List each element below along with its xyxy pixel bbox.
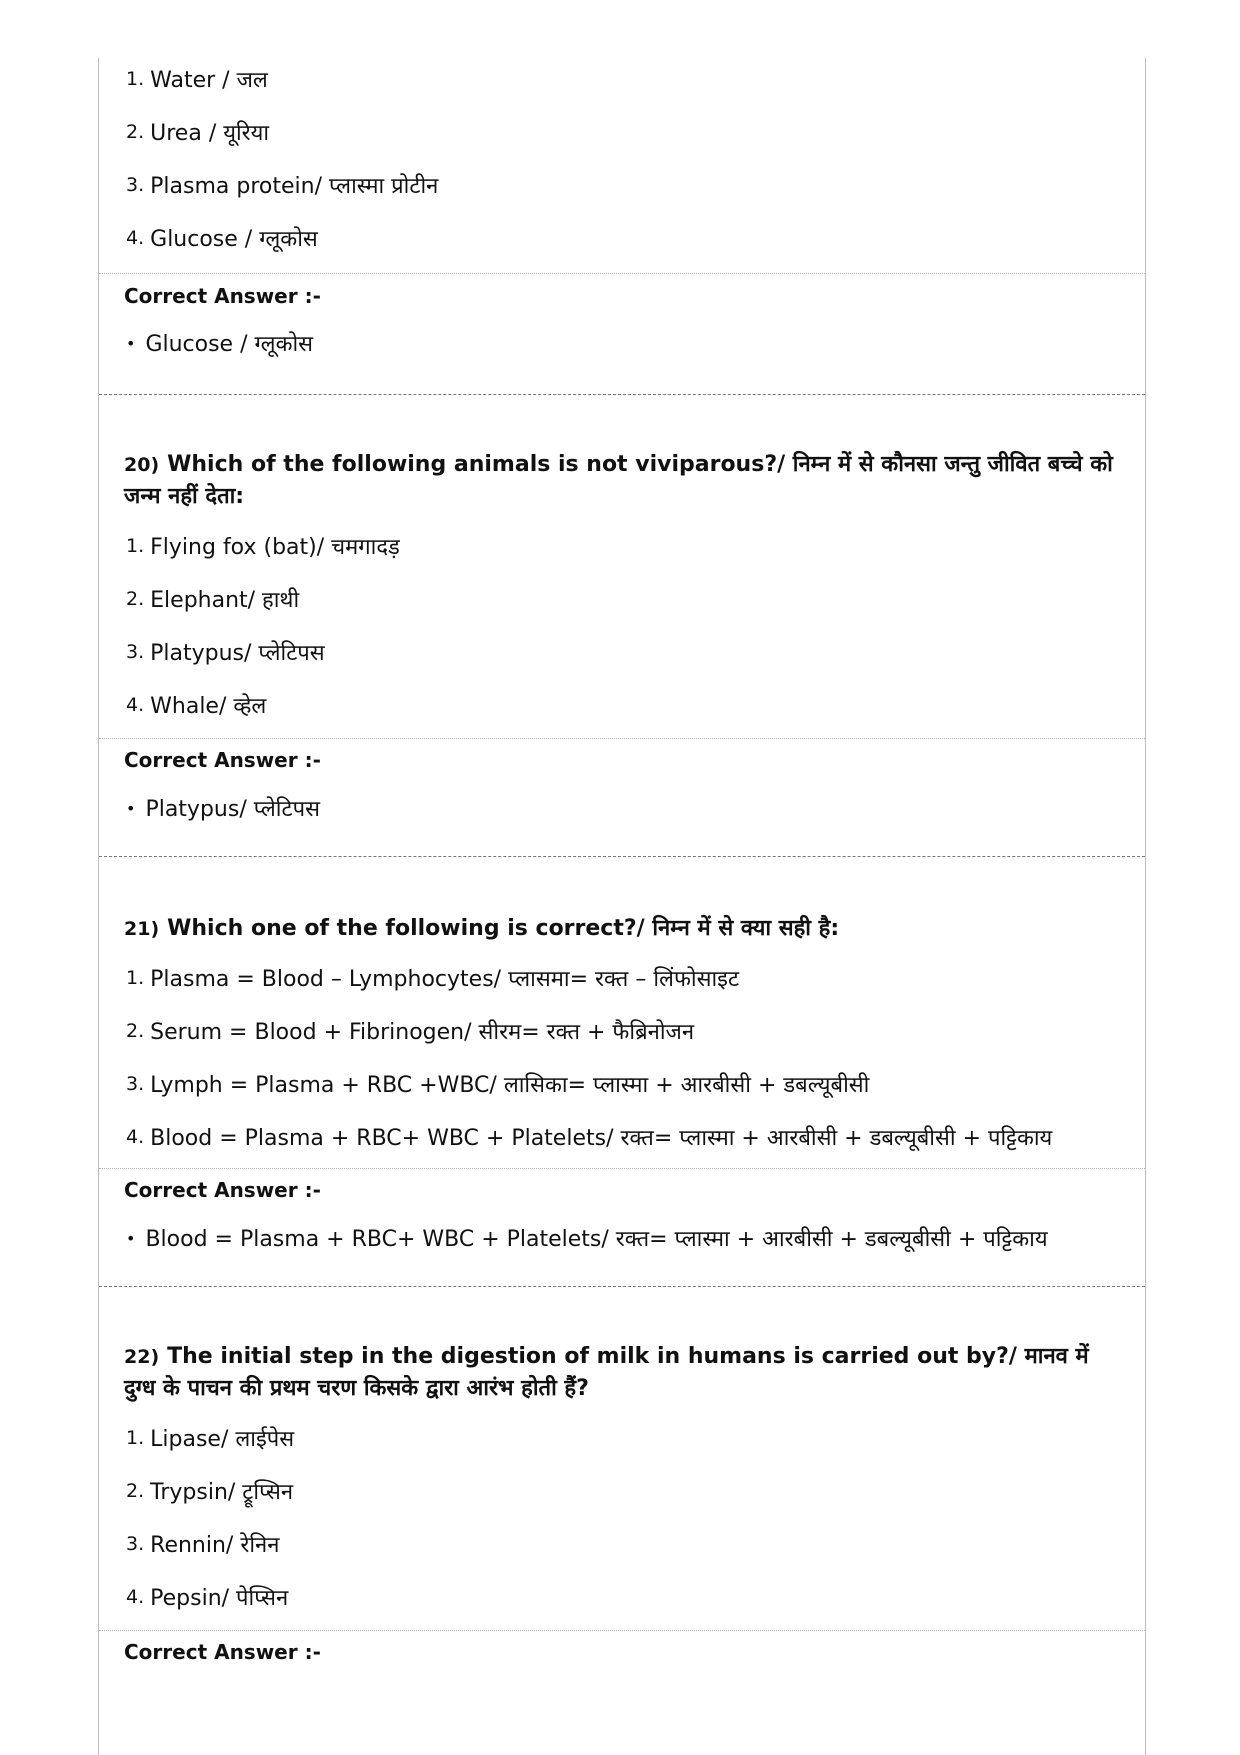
correct-answer: • Platypus/ प्लेटिपस xyxy=(126,797,320,822)
option-3: 3. Rennin/ रेनिन xyxy=(126,1532,280,1558)
option-3: 3. Plasma protein/ प्लास्मा प्रोटीन xyxy=(126,173,439,199)
option-1: 1. Lipase/ लाईपेस xyxy=(126,1426,295,1452)
q21-options xyxy=(99,951,1145,1163)
correct-answer-label: Correct Answer :- xyxy=(124,748,321,772)
correct-answer: • Blood = Plasma + RBC+ WBC + Platelets/ रक्त= प्लास्मा + आरबीसी + डबल्यूबीसी + पट्टिकाय xyxy=(126,1227,1048,1252)
option-3: 3. Lymph = Plasma + RBC +WBC/ लासिका= प्लास्मा + आरबीसी + डबल्यूबीसी xyxy=(126,1072,870,1098)
option-1: 1. Flying fox (bat)/ चमगादड़ xyxy=(126,534,400,560)
question-20-title: 20) Which of the following animals is not viviparous?/ निम्न में से कौनसा जन्तु जीवित बच्चे को जन्म नहीं देता: xyxy=(124,452,1113,509)
option-2: 2. Elephant/ हाथी xyxy=(126,587,300,613)
option-4: 4. Whale/ व्हेल xyxy=(126,693,267,719)
option-3: 3. Platypus/ प्लेटिपस xyxy=(126,640,325,666)
option-1: 1. Plasma = Blood – Lymphocytes/ प्लासमा= रक्त – लिंफोसाइट xyxy=(126,966,740,992)
q20-options xyxy=(99,519,1145,731)
bullet-icon: • xyxy=(126,798,136,818)
correct-answer-label: Correct Answer :- xyxy=(124,1178,321,1202)
question-divider xyxy=(99,856,1145,857)
option-4: 4. Blood = Plasma + RBC+ WBC + Platelets/ रक्त= प्लास्मा + आरबीसी + डबल्यूबीसी + पट्टिकाय xyxy=(126,1125,1053,1151)
q22-options xyxy=(99,1411,1145,1623)
question-22-title: 22) The initial step in the digestion of milk in humans is carried out by?/ मानव में दुग्ध के पाचन की प्रथम चरण किसके द्वारा आरंभ होती हैं? xyxy=(124,1344,1089,1401)
option-1: 1. Water / जल xyxy=(126,67,268,93)
bullet-icon: • xyxy=(126,1228,136,1248)
question-divider xyxy=(99,1286,1145,1287)
correct-answer-label: Correct Answer :- xyxy=(124,1640,321,1664)
divider xyxy=(99,1168,1145,1169)
question-paper-frame xyxy=(98,58,1146,1755)
option-4: 4. Pepsin/ पेप्सिन xyxy=(126,1585,289,1611)
correct-answer-label: Correct Answer :- xyxy=(124,284,321,308)
correct-answer: • Glucose / ग्लूकोस xyxy=(126,332,314,357)
question-divider xyxy=(99,394,1145,395)
option-2: 2. Trypsin/ ट्रूप्सिन xyxy=(126,1479,294,1505)
divider xyxy=(99,273,1145,274)
option-4: 4. Glucose / ग्लूकोस xyxy=(126,226,318,252)
divider xyxy=(99,738,1145,739)
bullet-icon: • xyxy=(126,333,136,353)
divider xyxy=(99,1630,1145,1631)
option-2: 2. Serum = Blood + Fibrinogen/ सीरम= रक्त + फैब्रिनोजन xyxy=(126,1019,695,1045)
q19-options xyxy=(99,52,1145,264)
question-21-title: 21) Which one of the following is correct?/ निम्न में से क्या सही है: xyxy=(124,916,840,941)
option-2: 2. Urea / यूरिया xyxy=(126,120,270,146)
